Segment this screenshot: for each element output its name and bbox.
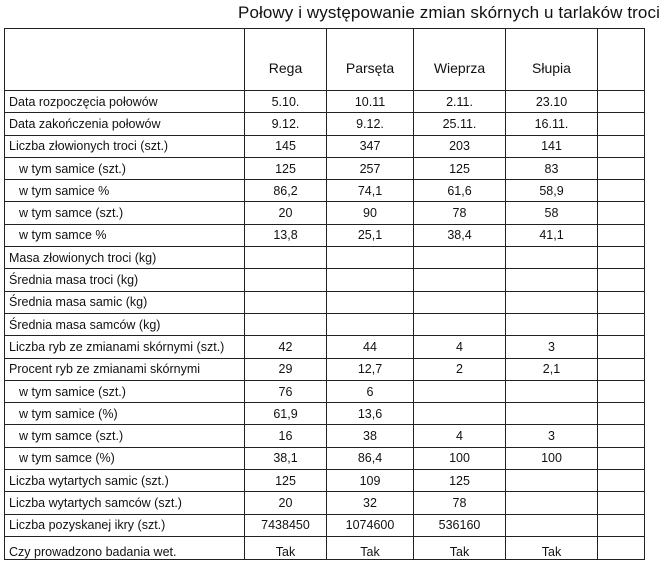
value-cell: 16 xyxy=(245,425,327,447)
value-cell: 100 xyxy=(506,447,598,469)
value-cell: 58,9 xyxy=(506,180,598,202)
value-cell: 42 xyxy=(245,336,327,358)
value-cell: 3 xyxy=(506,336,598,358)
value-cell: 9.12. xyxy=(245,113,327,135)
extra-cell xyxy=(598,202,645,224)
value-cell: Tak xyxy=(506,536,598,559)
value-cell xyxy=(414,403,506,425)
extra-cell xyxy=(598,447,645,469)
row-label: w tym samice (%) xyxy=(5,403,245,425)
table-row xyxy=(5,180,645,202)
row-label: Data zakończenia połowów xyxy=(5,113,245,135)
value-cell xyxy=(245,291,327,313)
extra-cell xyxy=(598,536,645,559)
value-cell: 4 xyxy=(414,425,506,447)
row-label: w tym samce (%) xyxy=(5,447,245,469)
value-cell: 5.10. xyxy=(245,91,327,113)
header-cell-extra xyxy=(598,29,645,91)
value-cell: 86,4 xyxy=(327,447,414,469)
extra-cell xyxy=(598,492,645,514)
extra-cell xyxy=(598,380,645,402)
extra-cell xyxy=(598,470,645,492)
row-label: Liczba wytartych samców (szt.) xyxy=(5,492,245,514)
value-cell xyxy=(506,313,598,335)
table-row xyxy=(5,157,645,179)
header-cell-wieprza: Wieprza xyxy=(414,29,506,91)
value-cell: 23.10 xyxy=(506,91,598,113)
table-row xyxy=(5,247,645,269)
value-cell: 13,8 xyxy=(245,224,327,246)
header-cell-empty xyxy=(5,29,245,91)
row-label: Masa złowionych troci (kg) xyxy=(5,247,245,269)
value-cell: 13,6 xyxy=(327,403,414,425)
table-row xyxy=(5,380,645,402)
extra-cell xyxy=(598,157,645,179)
value-cell: 536160 xyxy=(414,514,506,536)
table-row xyxy=(5,113,645,135)
row-label: Liczba złowionych troci (szt.) xyxy=(5,135,245,157)
table-row xyxy=(5,135,645,157)
value-cell xyxy=(245,269,327,291)
value-cell xyxy=(327,269,414,291)
value-cell: 125 xyxy=(245,470,327,492)
table-row xyxy=(5,514,645,536)
row-label: w tym samice (szt.) xyxy=(5,157,245,179)
extra-cell xyxy=(598,358,645,380)
row-label: w tym samice (szt.) xyxy=(5,380,245,402)
value-cell: Tak xyxy=(245,536,327,559)
value-cell: 109 xyxy=(327,470,414,492)
value-cell xyxy=(506,403,598,425)
value-cell: 38 xyxy=(327,425,414,447)
value-cell: 76 xyxy=(245,380,327,402)
table-row xyxy=(5,202,645,224)
value-cell: 20 xyxy=(245,492,327,514)
value-cell: Tak xyxy=(414,536,506,559)
value-cell xyxy=(414,380,506,402)
value-cell xyxy=(506,247,598,269)
value-cell: 20 xyxy=(245,202,327,224)
value-cell: 10.11 xyxy=(327,91,414,113)
table-row xyxy=(5,425,645,447)
value-cell: 74,1 xyxy=(327,180,414,202)
header-cell-rega: Rega xyxy=(245,29,327,91)
data-table xyxy=(4,28,645,560)
table-row xyxy=(5,358,645,380)
value-cell xyxy=(327,247,414,269)
table-row xyxy=(5,91,645,113)
table-row xyxy=(5,492,645,514)
extra-cell xyxy=(598,91,645,113)
value-cell: 12,7 xyxy=(327,358,414,380)
value-cell: 4 xyxy=(414,336,506,358)
value-cell xyxy=(506,514,598,536)
row-label: Średnia masa troci (kg) xyxy=(5,269,245,291)
value-cell: 145 xyxy=(245,135,327,157)
value-cell: 203 xyxy=(414,135,506,157)
row-label: Czy prowadzono badania wet. xyxy=(5,536,245,559)
value-cell xyxy=(245,247,327,269)
row-label: Procent ryb ze zmianami skórnymi xyxy=(5,358,245,380)
value-cell: 125 xyxy=(414,470,506,492)
value-cell xyxy=(506,380,598,402)
table-row xyxy=(5,291,645,313)
header-cell-slupia: Słupia xyxy=(506,29,598,91)
extra-cell xyxy=(598,313,645,335)
table-row xyxy=(5,447,645,469)
table-row xyxy=(5,536,645,559)
value-cell xyxy=(414,313,506,335)
extra-cell xyxy=(598,514,645,536)
value-cell: Tak xyxy=(327,536,414,559)
value-cell: 16.11. xyxy=(506,113,598,135)
value-cell: 2,1 xyxy=(506,358,598,380)
value-cell xyxy=(414,291,506,313)
extra-cell xyxy=(598,403,645,425)
value-cell: 32 xyxy=(327,492,414,514)
value-cell: 100 xyxy=(414,447,506,469)
value-cell: 90 xyxy=(327,202,414,224)
value-cell: 25.11. xyxy=(414,113,506,135)
table-row xyxy=(5,403,645,425)
value-cell xyxy=(414,269,506,291)
extra-cell xyxy=(598,269,645,291)
table-row xyxy=(5,470,645,492)
row-label: Data rozpoczęcia połowów xyxy=(5,91,245,113)
value-cell: 125 xyxy=(414,157,506,179)
extra-cell xyxy=(598,336,645,358)
value-cell xyxy=(506,269,598,291)
table-row xyxy=(5,224,645,246)
row-label: w tym samce (szt.) xyxy=(5,425,245,447)
table-row xyxy=(5,269,645,291)
value-cell: 9.12. xyxy=(327,113,414,135)
row-label: w tym samice % xyxy=(5,180,245,202)
value-cell: 6 xyxy=(327,380,414,402)
value-cell: 141 xyxy=(506,135,598,157)
value-cell xyxy=(506,291,598,313)
header-row xyxy=(5,29,645,91)
value-cell: 58 xyxy=(506,202,598,224)
value-cell: 1074600 xyxy=(327,514,414,536)
value-cell: 44 xyxy=(327,336,414,358)
value-cell: 347 xyxy=(327,135,414,157)
value-cell: 38,4 xyxy=(414,224,506,246)
value-cell: 78 xyxy=(414,492,506,514)
extra-cell xyxy=(598,224,645,246)
value-cell: 61,9 xyxy=(245,403,327,425)
value-cell: 2.11. xyxy=(414,91,506,113)
value-cell xyxy=(414,247,506,269)
extra-cell xyxy=(598,113,645,135)
value-cell: 61,6 xyxy=(414,180,506,202)
row-label: Liczba pozyskanej ikry (szt.) xyxy=(5,514,245,536)
row-label: Liczba ryb ze zmianami skórnymi (szt.) xyxy=(5,336,245,358)
value-cell: 2 xyxy=(414,358,506,380)
row-label: w tym samce % xyxy=(5,224,245,246)
value-cell: 257 xyxy=(327,157,414,179)
extra-cell xyxy=(598,180,645,202)
row-label: w tym samce (szt.) xyxy=(5,202,245,224)
extra-cell xyxy=(598,425,645,447)
value-cell xyxy=(506,470,598,492)
extra-cell xyxy=(598,247,645,269)
table-row xyxy=(5,313,645,335)
value-cell: 41,1 xyxy=(506,224,598,246)
value-cell xyxy=(327,313,414,335)
value-cell: 78 xyxy=(414,202,506,224)
value-cell: 86,2 xyxy=(245,180,327,202)
value-cell: 125 xyxy=(245,157,327,179)
extra-cell xyxy=(598,135,645,157)
value-cell: 7438450 xyxy=(245,514,327,536)
table-title: Połowy i występowanie zmian skórnych u tarlaków troci xyxy=(238,3,660,22)
value-cell: 29 xyxy=(245,358,327,380)
row-label: Średnia masa samców (kg) xyxy=(5,313,245,335)
table-row xyxy=(5,336,645,358)
value-cell: 83 xyxy=(506,157,598,179)
row-label: Średnia masa samic (kg) xyxy=(5,291,245,313)
value-cell xyxy=(506,492,598,514)
extra-cell xyxy=(598,291,645,313)
value-cell xyxy=(245,313,327,335)
row-label: Liczba wytartych samic (szt.) xyxy=(5,470,245,492)
value-cell xyxy=(327,291,414,313)
header-cell-parseta: Parsęta xyxy=(327,29,414,91)
value-cell: 38,1 xyxy=(245,447,327,469)
value-cell: 25,1 xyxy=(327,224,414,246)
value-cell: 3 xyxy=(506,425,598,447)
